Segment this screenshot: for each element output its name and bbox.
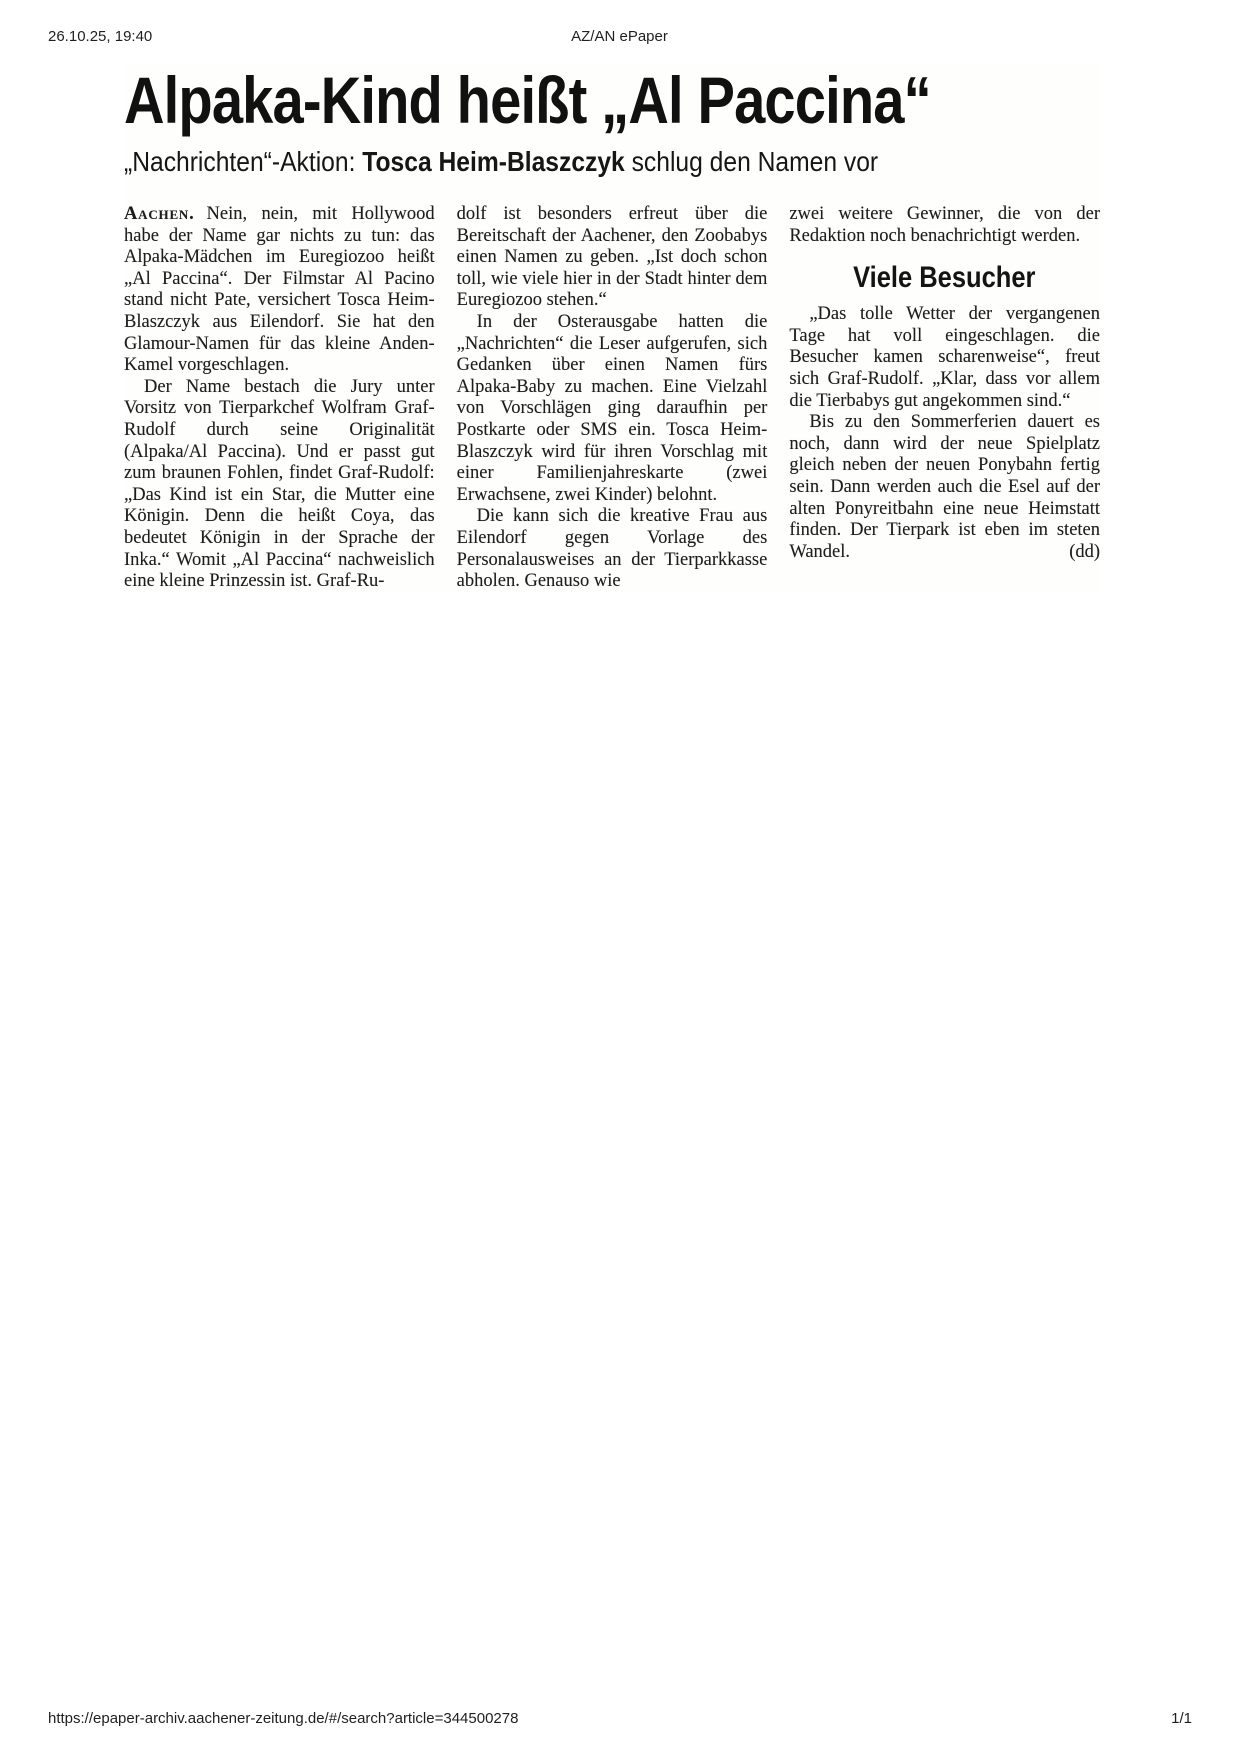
paragraph-continuation: dolf ist besonders erfreut über die Bereitschaft der Aachener, den Zoobabys einen Namen zu geben. „Ist doch schon toll, wie viele hier in der Stadt hinter dem Euregiozoo stehen.“ — [456, 204, 768, 311]
article-column-2 — [457, 204, 768, 593]
page-indicator: 1/1 — [1171, 1710, 1192, 1727]
article-subhead-text — [124, 146, 878, 177]
article-headline-text: Alpaka-Kind heißt „Al Paccina“ — [124, 63, 931, 137]
article-scan — [124, 64, 1100, 593]
paragraph-continuation: zwei weitere Gewinner, die von der Redaktion noch benachrichtigt werden. — [789, 204, 1101, 246]
paragraph: In der Osterausgabe hatten die „Nachrichten“ die Leser aufgerufen, sich Gedanken über einen Namen fürs Alpaka-Baby zu machen. Eine Vielzahl von Vorschlägen ging daraufhin per Postkarte oder SMS ein. Tosca Heim-Blaszczyk wird für ihren Vorschlag mit einer Familienjahreskarte (zwei Erwachsene, zwei Kinder) belohnt. — [456, 311, 768, 505]
lead-paragraph-text: Nein, nein, mit Hollywood habe der Name gar nichts zu tun: das Alpaka-Mädchen im Euregiozoo heißt „Al Paccina“. Der Filmstar Al Pacino stand nicht Pate, versichert Tosca Heim-Blaszczyk aus Eilendorf. Sie hat den Glamour-Namen für das kleine Anden-Kamel vorgeschlagen. — [124, 204, 435, 376]
subhead-prefix: „Nachrichten“-Aktion: — [124, 146, 363, 177]
print-datetime: 26.10.25, 19:40 — [48, 28, 153, 45]
paragraph: „Das tolle Wetter der vergangenen Tage hat voll eingeschlagen. die Besucher kamen scharenweise“, freut sich Graf-Rudolf. „Klar, dass vor allem die Tierbabys gut angekommen sind.“ — [789, 304, 1101, 411]
closing-paragraph — [789, 412, 1100, 563]
closing-paragraph-text: Bis zu den Sommerferien dauert es noch, dann wird der neue Spielplatz gleich neben der neuen Ponybahn fertig sein. Dann werden auch die Esel auf der alten Ponyreitbahn eine neue Heimstatt finden. Der Tierpark ist eben im steten Wandel. — [789, 412, 1101, 562]
source-url: https://epaper-archiv.aachener-zeitung.de/#/search?article=344500278 — [48, 1710, 519, 1727]
article-column-1 — [124, 204, 435, 593]
print-header — [0, 28, 1239, 48]
app-title: AZ/AN ePaper — [571, 28, 668, 45]
paragraph: Die kann sich die kreative Frau aus Eilendorf gegen Vorlage des Personalausweises an der Tierparkkasse abholen. Genauso wie — [456, 506, 768, 592]
paragraph: Der Name bestach die Jury unter Vorsitz von Tierparkchef Wolfram Graf-Rudolf durch seine Originalität (Alpaka/Al Paccina). Und er passt gut zum braunen Fohlen, findet Graf-Rudolf: „Das Kind ist ein Star, die Mutter eine Königin. Denn die heißt Coya, das bedeutet Königin in der Sprache der Inka.“ Womit „Al Paccina“ nachweislich eine kleine Prinzessin ist. Graf-Ru- — [124, 376, 435, 592]
author-initials: (dd) — [1069, 541, 1101, 562]
subhead-name-bold: Tosca Heim-Blaszczyk — [362, 146, 625, 177]
lead-paragraph — [124, 204, 435, 377]
article-columns — [124, 204, 1100, 593]
subhead-suffix: schlug den Namen vor — [624, 146, 879, 177]
print-footer — [0, 1710, 1239, 1730]
section-heading-text: Viele Besucher — [853, 261, 1036, 295]
section-heading — [789, 262, 1100, 294]
dateline: Aachen. — [124, 204, 195, 224]
article-subhead — [124, 146, 1100, 177]
article-headline — [124, 64, 1100, 136]
article-column-3 — [789, 204, 1100, 593]
